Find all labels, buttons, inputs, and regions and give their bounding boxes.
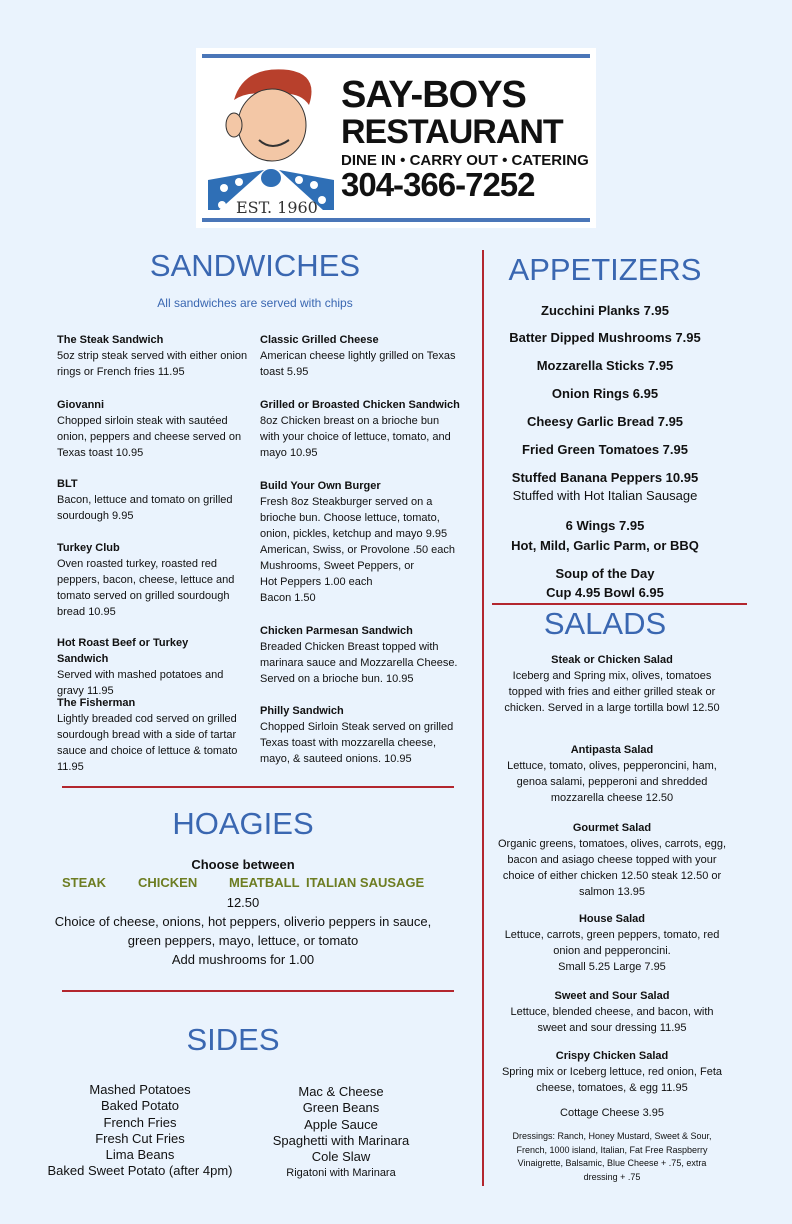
item-extra: Bacon 1.50	[260, 592, 316, 604]
item-sizes: Small 5.25 Large 7.95	[558, 961, 666, 973]
item-desc: Chopped Sirloin Steak served on grilled Texas toast with mozzarella cheese, mayo, & sauteed onions. 10.95	[260, 721, 454, 765]
cottage-cheese: Cottage Cheese 3.95	[560, 1107, 664, 1119]
item-desc: Oven roasted turkey, roasted red peppers, bacon, cheese, lettuce and tomato served on grilled sourdough bread 10.95	[57, 558, 235, 618]
appetizer-item: Fried Green Tomatoes 7.95	[522, 442, 688, 457]
item-name: Philly Sandwich	[260, 705, 344, 717]
logo-services: DINE IN • CARRY OUT • CATERING	[341, 152, 589, 169]
item-name: Chicken Parmesan Sandwich	[260, 625, 413, 637]
item-desc: Iceberg and Spring mix, olives, tomatoes topped with fries and either grilled steak or chicken. Served in a large tortilla bowl 12.50	[504, 670, 720, 714]
appetizers-title: APPETIZERS	[508, 252, 702, 287]
appetizer-item: Stuffed Banana Peppers 10.95	[511, 470, 699, 485]
item-extra: Mushrooms, Sweet Peppers, or	[260, 560, 415, 572]
item-name: The Steak Sandwich	[57, 334, 164, 346]
item-name: BLT	[57, 478, 78, 490]
salad-item	[497, 742, 727, 806]
appetizer-item: Soup of the Day	[555, 566, 655, 581]
hoagies-title: HOAGIES	[172, 806, 314, 841]
appetizer-sub: Stuffed with Hot Italian Sausage	[512, 488, 698, 503]
item-name: Crispy Chicken Salad	[555, 1050, 669, 1062]
salad-item	[497, 1048, 727, 1096]
item-name: Giovanni	[57, 399, 105, 411]
item-extra: American, Swiss, or Provolone .50 each	[260, 544, 456, 556]
hoagies-line: green peppers, mayo, lettuce, or tomato	[127, 933, 359, 948]
item-desc: Lettuce, tomato, olives, pepperoncini, ham, genoa salami, pepperoni and shredded mozzarella cheese 12.50	[507, 760, 717, 804]
menu-item	[260, 623, 460, 687]
item-desc: Lettuce, carrots, green peppers, tomato, red onion and pepperoncini.	[504, 929, 720, 957]
item-name: Antipasta Salad	[570, 744, 654, 756]
appetizer-item: Zucchini Planks 7.95	[541, 303, 669, 318]
item-name: The Fisherman	[57, 697, 136, 709]
item-desc: American cheese lightly grilled on Texas toast 5.95	[260, 350, 456, 378]
vertical-divider	[482, 250, 484, 1186]
side-item: Lima Beans	[105, 1147, 175, 1163]
logo-phone: 304-366-7252	[341, 166, 535, 203]
appetizer-item: Cheesy Garlic Bread 7.95	[526, 414, 684, 429]
item-desc: 8oz Chicken breast on a brioche bun with your choice of lettuce, tomato, and mayo 10.95	[260, 415, 451, 459]
item-name: Hot Roast Beef or Turkey Sandwich	[57, 637, 189, 665]
salad-item	[497, 652, 727, 716]
item-name: Turkey Club	[57, 542, 120, 554]
appetizer-sub: Cup 4.95 Bowl 6.95	[546, 585, 664, 600]
salad-item	[497, 988, 727, 1036]
divider	[492, 603, 747, 605]
dressings-note: Dressings: Ranch, Honey Mustard, Sweet & Sour, French, 1000 island, Italian, Fat Free Raspberry Vinaigrette, Balsamic, Blue Cheese + .75, extra dressing + .75	[512, 1131, 712, 1182]
appetizer-sub: Hot, Mild, Garlic Parm, or BBQ	[511, 538, 699, 553]
item-name: Build Your Own Burger	[260, 480, 381, 492]
divider	[62, 990, 454, 992]
menu-item	[57, 332, 257, 380]
side-item: Mac & Cheese	[298, 1084, 384, 1099]
logo-stripe	[202, 54, 590, 58]
hoagie-option: ITALIAN SAUSAGE	[306, 875, 425, 890]
item-extra: Hot Peppers 1.00 each	[260, 576, 373, 588]
item-desc: Organic greens, tomatoes, olives, carrots, egg, bacon and asiago cheese topped with your choice of either chicken 12.50 steak 12.50 or salmon 13.95	[497, 838, 727, 898]
menu-item	[57, 540, 242, 620]
side-item: Baked Potato	[100, 1098, 180, 1114]
salad-item	[497, 911, 727, 975]
side-item: Mashed Potatoes	[89, 1082, 191, 1097]
logo-name: SAY-BOYS	[341, 74, 526, 116]
salads-title: SALADS	[543, 606, 667, 641]
appetizer-item: Batter Dipped Mushrooms 7.95	[509, 330, 701, 345]
menu-item	[57, 397, 242, 461]
item-name: Grilled or Broasted Chicken Sandwich	[260, 399, 460, 411]
side-item: Green Beans	[302, 1100, 380, 1116]
item-desc: Breaded Chicken Breast topped with marinara sauce and Mozzarella Cheese. Served on a brioche bun. 10.95	[260, 641, 458, 685]
item-desc: 5oz strip steak served with either onion rings or French fries 11.95	[57, 350, 248, 378]
hoagie-option: CHICKEN	[138, 875, 198, 890]
menu-item	[260, 397, 460, 461]
side-item: Fresh Cut Fries	[95, 1130, 185, 1146]
side-item: Rigatoni with Marinara	[286, 1167, 396, 1180]
logo-stripe	[202, 218, 590, 222]
item-desc: Bacon, lettuce and tomato on grilled sourdough 9.95	[57, 494, 233, 522]
item-desc: Served with mashed potatoes and gravy 11.95	[57, 669, 224, 697]
item-name: Steak or Chicken Salad	[551, 654, 673, 666]
item-name: Gourmet Salad	[572, 822, 652, 834]
sides-right-list	[250, 1084, 432, 1182]
hoagies-choose: Choose between	[191, 857, 295, 872]
hoagies-price: 12.50	[226, 895, 260, 910]
menu-item	[57, 695, 247, 775]
item-name: Sweet and Sour Salad	[554, 990, 670, 1002]
hoagies-line: Add mushrooms for 1.00	[171, 952, 315, 967]
side-item: Apple Sauce	[304, 1116, 378, 1132]
item-desc: Lightly breaded cod served on grilled sourdough bread with a side of tartar sauce and choice of lettuce & tomato 11.95	[57, 713, 238, 773]
item-name: House Salad	[578, 913, 646, 925]
item-desc: Lettuce, blended cheese, and bacon, with sweet and sour dressing 11.95	[510, 1006, 714, 1034]
hoagie-option: STEAK	[62, 875, 107, 890]
menu-item	[57, 635, 242, 699]
item-desc: Spring mix or Iceberg lettuce, red onion, Feta cheese, tomatoes, & egg 11.95	[501, 1066, 723, 1094]
side-item: Cole Slaw	[311, 1149, 371, 1165]
logo-est: EST. 1960	[236, 198, 318, 217]
logo-name-2: RESTAURANT	[341, 113, 563, 151]
menu-item	[57, 476, 242, 524]
sandwiches-subtitle: All sandwiches are served with chips	[157, 296, 353, 310]
restaurant-logo	[196, 48, 596, 228]
sandwiches-title: SANDWICHES	[149, 248, 361, 283]
appetizer-item: Mozzarella Sticks 7.95	[536, 358, 674, 373]
hoagies-line: Choice of cheese, onions, hot peppers, oliverio peppers in sauce,	[54, 914, 432, 929]
appetizer-item: 6 Wings 7.95	[565, 518, 645, 533]
side-item: Spaghetti with Marinara	[272, 1132, 410, 1148]
menu-item	[260, 478, 460, 606]
item-desc: Chopped sirloin steak with sautéed onion, peppers and cheese served on Texas toast 10.95	[57, 415, 242, 459]
hoagie-option: MEATBALL	[229, 875, 300, 890]
sides-left-list	[40, 1082, 240, 1180]
mascot-boy-icon	[204, 60, 339, 210]
menu-item	[260, 703, 460, 767]
salad-item	[497, 820, 727, 900]
menu-item	[260, 332, 460, 380]
appetizer-item: Onion Rings 6.95	[551, 386, 659, 401]
sides-title: SIDES	[186, 1022, 280, 1057]
item-name: Classic Grilled Cheese	[260, 334, 379, 346]
side-item: French Fries	[103, 1114, 177, 1130]
divider	[62, 786, 454, 788]
item-desc: Fresh 8oz Steakburger served on a brioche bun. Choose lettuce, tomato, onion, pickles, ketchup and mayo 9.95	[260, 496, 448, 540]
side-item: Baked Sweet Potato (after 4pm)	[47, 1163, 233, 1179]
